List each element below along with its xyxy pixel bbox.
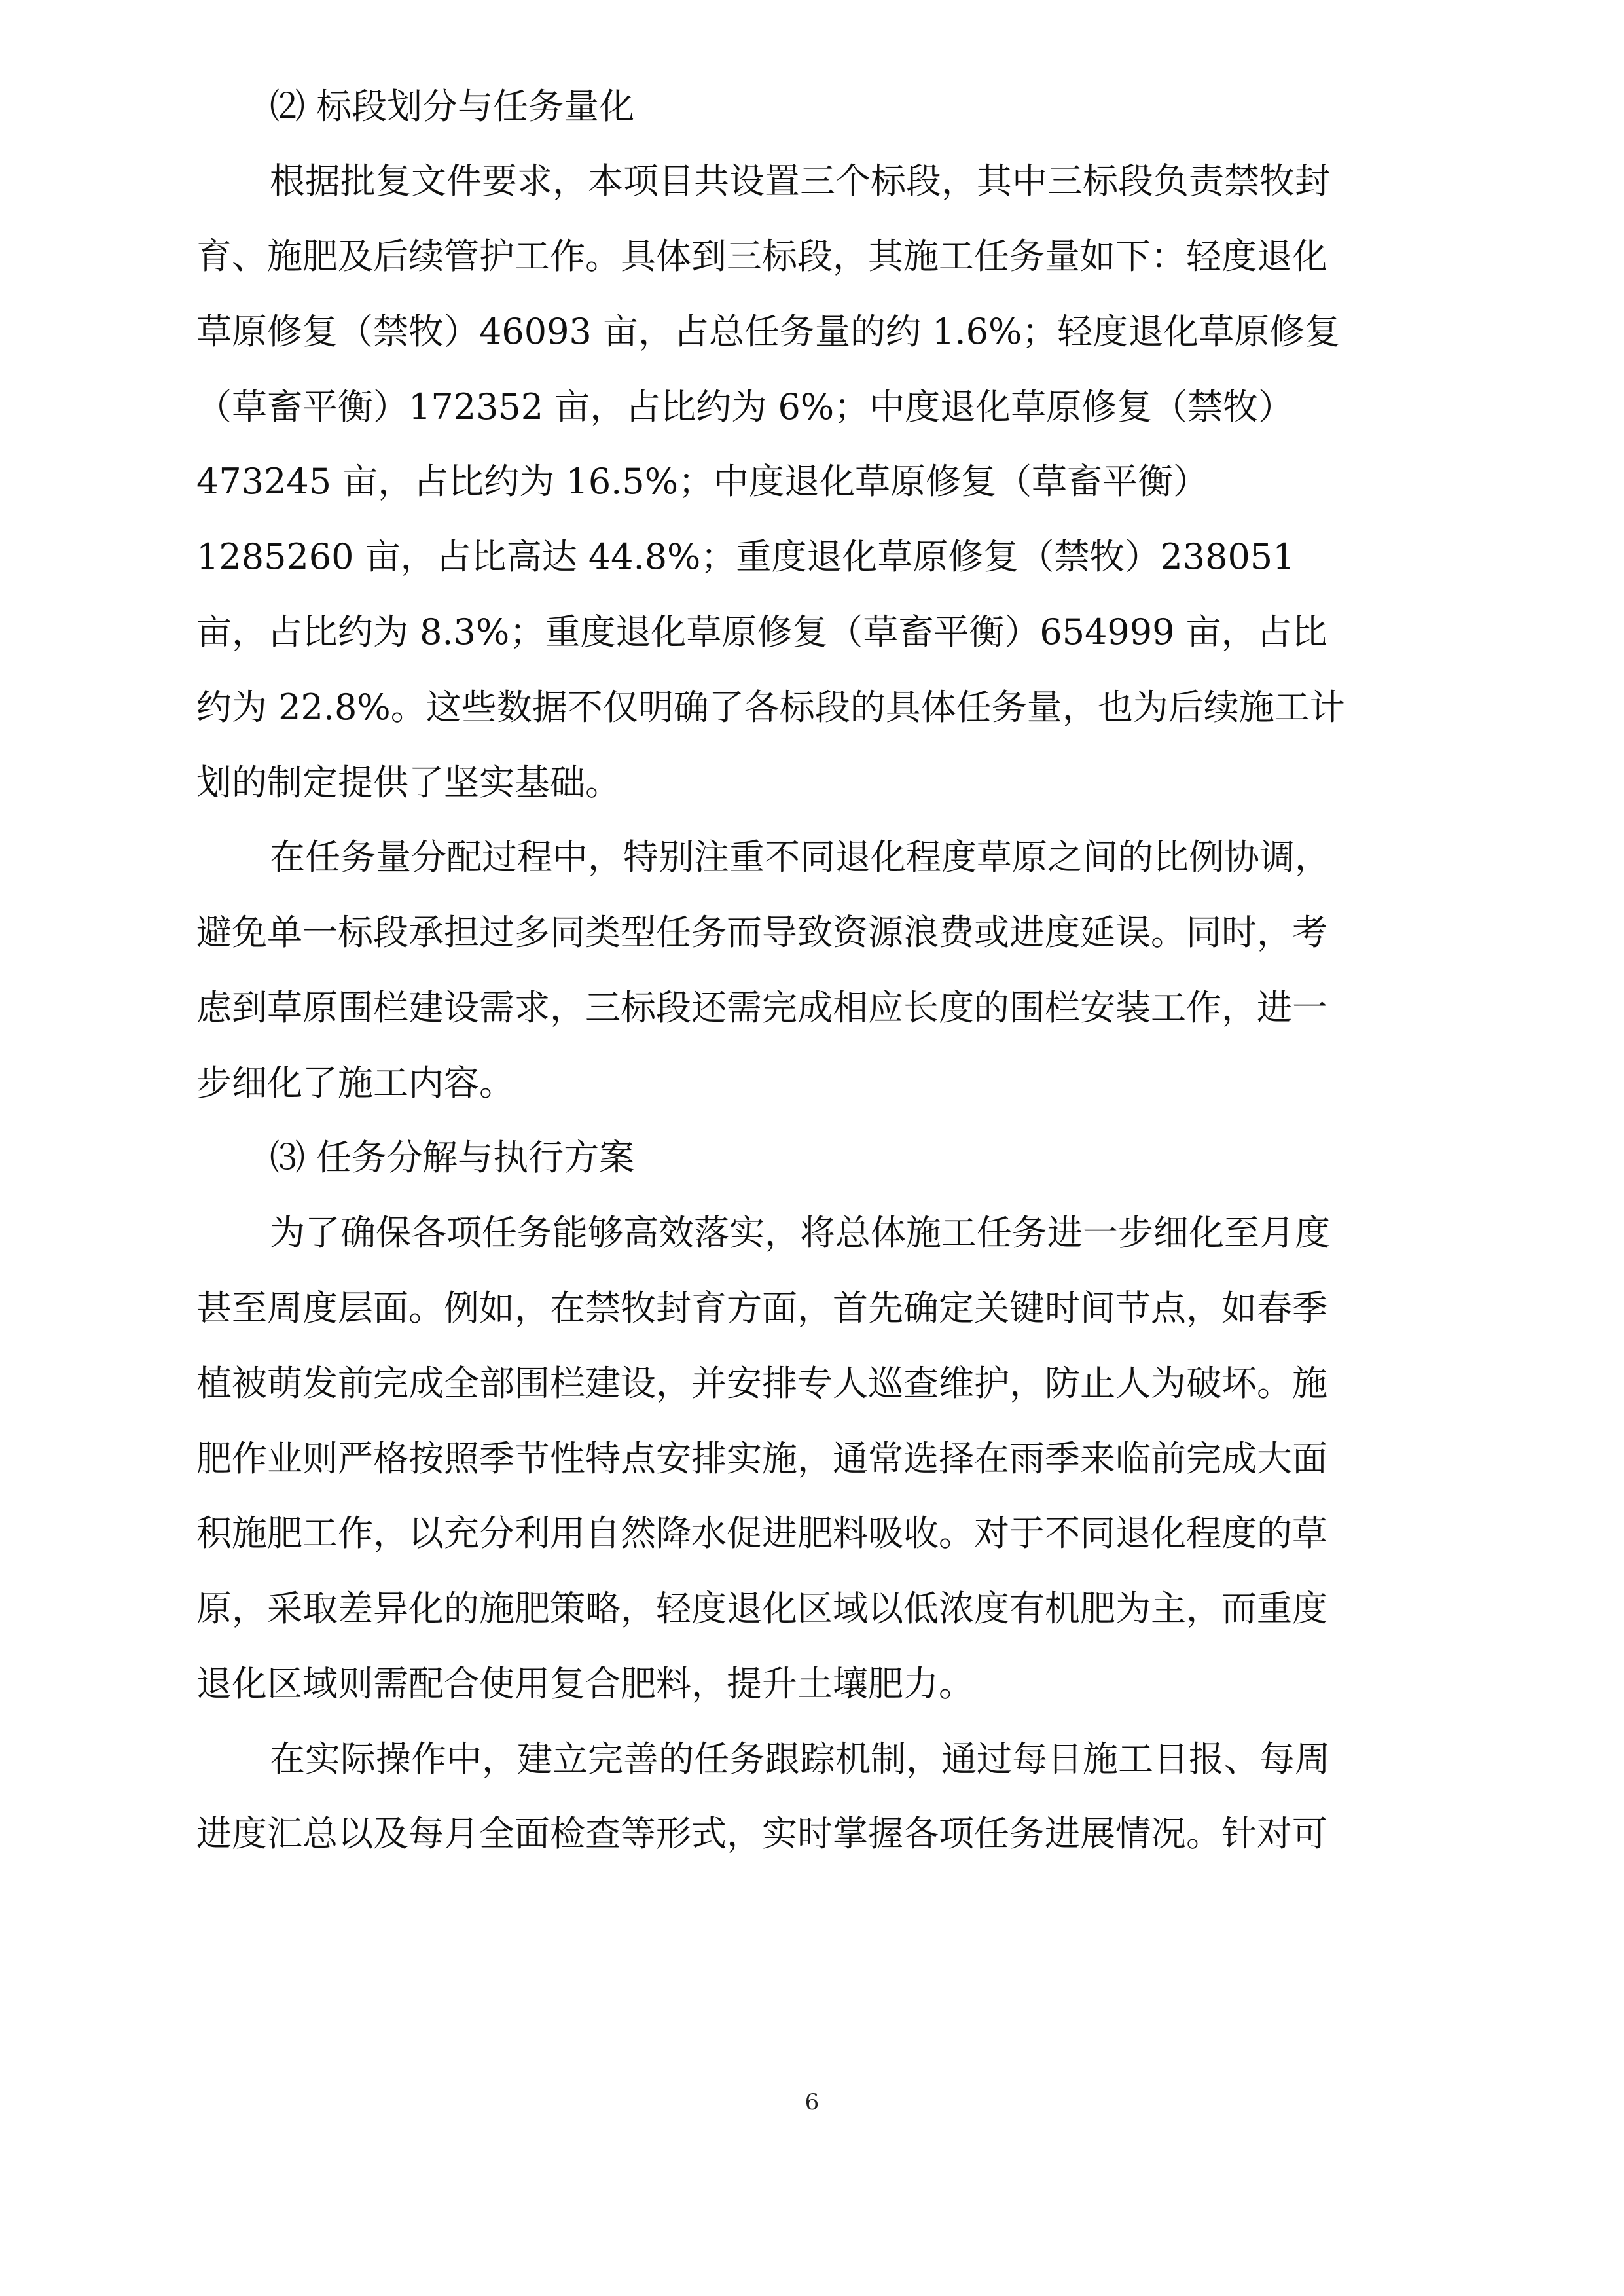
paragraph-2-line-1: 在任务量分配过程中，特别注重不同退化程度草原之间的比例协调， [270,836,1330,878]
paragraph-1-line-5: 473245 亩，占比约为 16.5%；中度退化草原修复（草畜平衡） [196,461,1209,502]
paragraph-1-line-4: （草畜平衡）172352 亩，占比约为 6%；中度退化草原修复（禁牧） [196,386,1294,427]
paragraph-2-line-2: 避免单一标段承担过多同类型任务而导致资源浪费或进度延误。同时，考 [196,912,1327,953]
paragraph-4-line-1: 在实际操作中，建立完善的任务跟踪机制，通过每日施工日报、每周 [270,1738,1330,1780]
paragraph-1-line-6: 1285260 亩，占比高达 44.8%；重度退化草原修复（禁牧）238051 [196,536,1295,577]
paragraph-1-line-7: 亩，占比约为 8.3%；重度退化草原修复（草畜平衡）654999 亩，占比 [196,611,1327,653]
paragraph-1-line-8: 约为 22.8%。这些数据不仅明确了各标段的具体任务量，也为后续施工计 [196,687,1345,728]
section-heading-3: ⑶ 任务分解与执行方案 [270,1137,635,1178]
paragraph-1-line-3: 草原修复（禁牧）46093 亩，占总任务量的约 1.6%；轻度退化草原修复 [196,311,1341,352]
page-number: 6 [804,2089,820,2115]
paragraph-4-line-2: 进度汇总以及每月全面检查等形式，实时掌握各项任务进展情况。针对可 [196,1813,1327,1854]
paragraph-3-line-2: 甚至周度层面。例如，在禁牧封育方面，首先确定关键时间节点，如春季 [196,1287,1327,1329]
paragraph-1-line-1: 根据批复文件要求，本项目共设置三个标段，其中三标段负责禁牧封 [270,160,1330,202]
paragraph-3-line-3: 植被萌发前完成全部围栏建设，并安排专人巡查维护，防止人为破坏。施 [196,1363,1327,1404]
paragraph-2-line-3: 虑到草原围栏建设需求，三标段还需完成相应长度的围栏安装工作，进一 [196,987,1327,1028]
paragraph-3-line-6: 原，采取差异化的施肥策略，轻度退化区域以低浓度有机肥为主，而重度 [196,1588,1327,1629]
paragraph-2-line-4: 步细化了施工内容。 [196,1062,514,1103]
paragraph-3-line-5: 积施肥工作，以充分利用自然降水促进肥料吸收。对于不同退化程度的草 [196,1513,1327,1554]
paragraph-3-line-1: 为了确保各项任务能够高效落实，将总体施工任务进一步细化至月度 [270,1212,1330,1253]
paragraph-1-line-2: 育、施肥及后续管护工作。具体到三标段，其施工任务量如下：轻度退化 [196,236,1327,277]
paragraph-1-line-9: 划的制定提供了坚实基础。 [196,762,621,803]
paragraph-3-line-4: 肥作业则严格按照季节性特点安排实施，通常选择在雨季来临前完成大面 [196,1438,1327,1479]
paragraph-3-line-7: 退化区域则需配合使用复合肥料，提升土壤肥力。 [196,1663,974,1704]
section-heading-2: ⑵ 标段划分与任务量化 [270,86,635,127]
